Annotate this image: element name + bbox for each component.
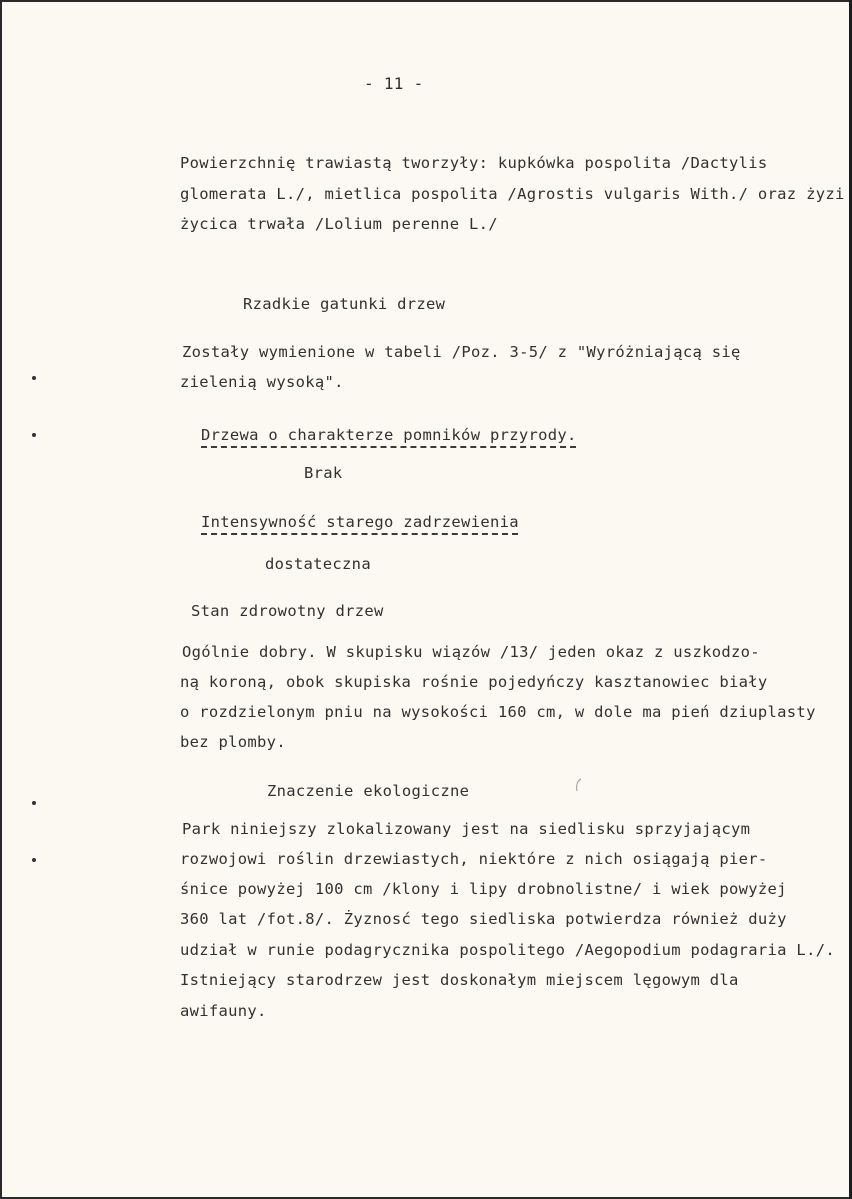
grass-line-3: życica trwała /Lolium perenne L./ — [180, 215, 498, 233]
ecology-line-1: Park niniejszy zlokalizowany jest na siedlisku sprzyjającym — [182, 820, 751, 838]
health-line-3: o rozdzielonym pniu na wysokości 160 cm, w dole ma pień dziuplasty — [180, 703, 816, 721]
ecology-line-2: rozwojowi roślin drzewiastych, niektóre z nich osiągają pier- — [180, 850, 768, 868]
health-line-1: Ogólnie dobry. W skupisku wiązów /13/ jeden okaz z uszkodzo- — [182, 643, 760, 661]
ecology-line-6: Istniejący starodrzew jest doskonałym miejscem lęgowym dla — [180, 971, 739, 989]
pencil-mark — [574, 778, 584, 792]
ecology-line-5: udział w runie podagrycznika pospolitego /Aegopodium podagraria L./. — [180, 941, 835, 959]
grass-line-2: glomerata L./, mietlica pospolita /Agrostis vulgaris With./ oraz żyzi — [180, 185, 845, 203]
monuments-heading: Drzewa o charakterze pomników przyrody. — [201, 426, 577, 444]
grass-line-1: Powierzchnię trawiastą tworzyły: kupkówka pospolita /Dactylis — [180, 154, 768, 172]
ecology-line-7: awifauny. — [180, 1002, 267, 1020]
intensity-value: dostateczna — [265, 555, 371, 573]
monuments-value: Brak — [304, 464, 343, 482]
health-line-2: ną koroną, obok skupiska rośnie pojedyńczy kasztanowiec biały — [180, 673, 768, 691]
rare-line-1: Zostały wymienione w tabeli /Poz. 3-5/ z "Wyróżniającą się — [182, 343, 741, 361]
intensity-heading: Intensywność starego zadrzewienia — [201, 513, 519, 531]
margin-dot — [32, 858, 36, 862]
ecology-line-3: śnice powyżej 100 cm /klony i lipy drobnolistne/ i wiek powyżej — [180, 880, 787, 898]
health-line-4: bez plomby. — [180, 733, 286, 751]
margin-dot — [32, 433, 36, 437]
page-number: - 11 - — [364, 74, 424, 93]
margin-dot — [32, 801, 36, 805]
page-top-edge — [0, 0, 852, 2]
rare-species-heading: Rzadkie gatunki drzew — [243, 295, 446, 313]
ecology-line-4: 360 lat /fot.8/. Żyznosć tego siedliska potwierdza również duży — [180, 910, 787, 928]
rare-line-2: zielenią wysoką". — [180, 373, 344, 391]
health-heading: Stan zdrowotny drzew — [191, 602, 384, 620]
margin-dot — [32, 376, 36, 380]
ecology-heading: Znaczenie ekologiczne — [267, 782, 470, 800]
